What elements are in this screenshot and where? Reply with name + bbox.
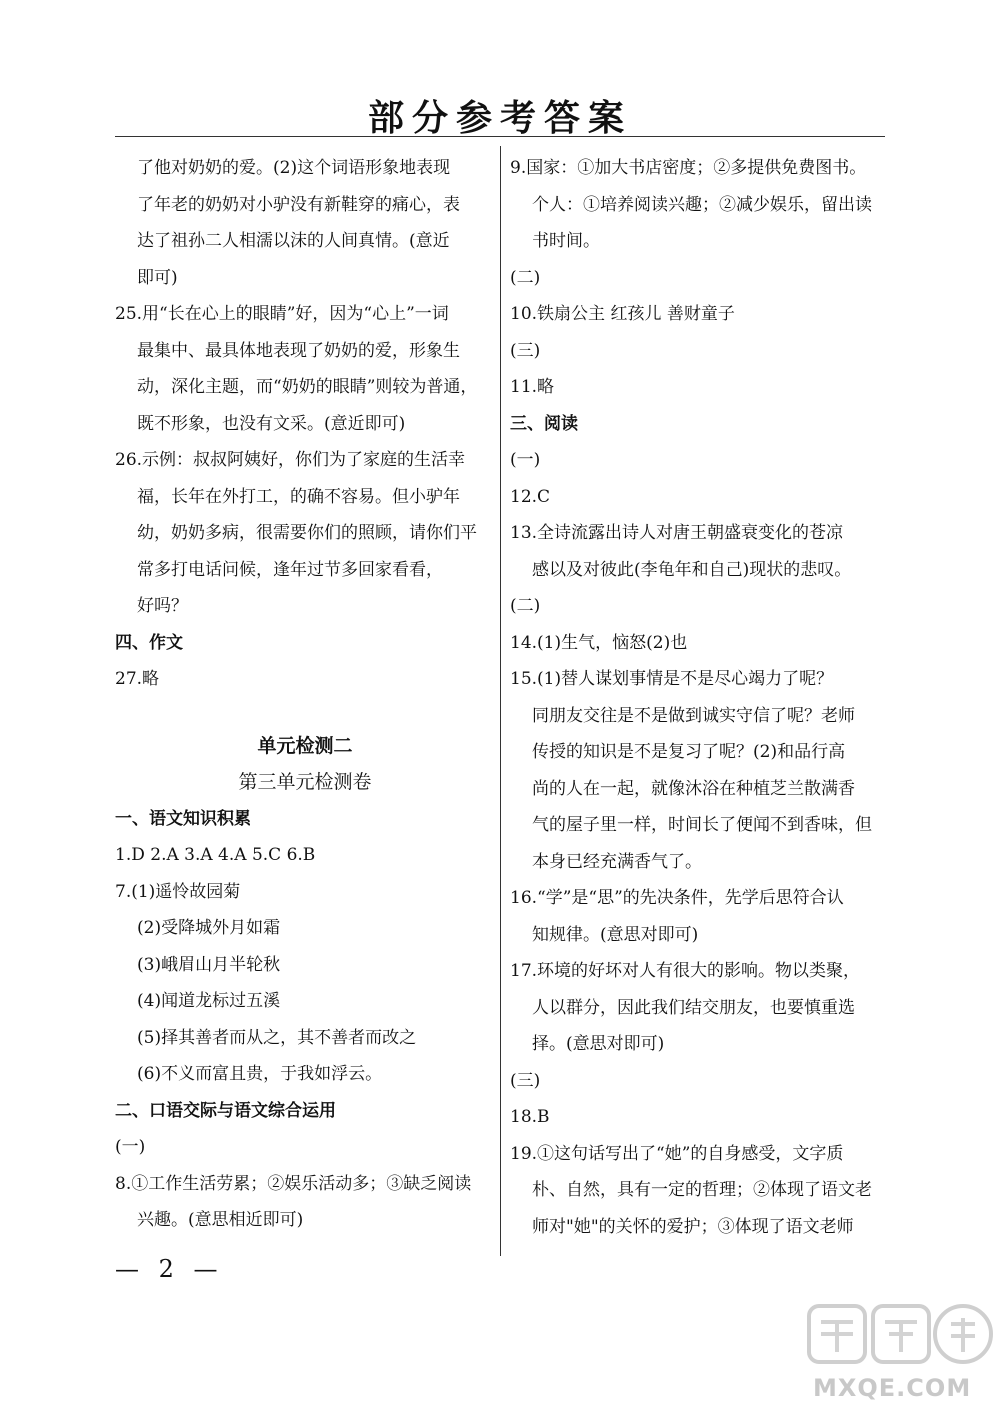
answer-line: 师对"她"的关怀的爱护；③体现了语文老师 [532, 1216, 854, 1237]
answer-line: 个人：①培养阅读兴趣；②减少娱乐，留出读 [532, 194, 872, 215]
column-divider [500, 146, 501, 1256]
answer-line: 15.(1)替人谋划事情是不是尽心竭力了呢？ [510, 669, 834, 689]
right-column [510, 150, 890, 1245]
answer-line: 9.国家：①加大书店密度；②多提供免费图书。 [510, 158, 867, 178]
answer-line: (3)峨眉山月半轮秋 [137, 954, 281, 975]
answer-line: 气的屋子里一样，时间长了便闻不到香味，但 [532, 815, 872, 835]
answer-line: 常多打电话问候，逢年过节多回家看看， [137, 559, 443, 580]
answer-line: 择。(意思对即可) [532, 1034, 665, 1054]
answer-line: 1.D 2.A 3.A 4.A 5.C 6.B [115, 845, 316, 865]
answer-line: 传授的知识是不是复习了呢？(2)和品行高 [532, 742, 846, 762]
answer-line: (一) [510, 450, 541, 470]
answer-line: 达了祖孙二人相濡以沫的人间真情。(意近 [137, 231, 450, 251]
answer-line: 了他对奶奶的爱。(2)这个词语形象地表现 [137, 158, 451, 178]
answer-line: 19.①这句话写出了“她”的自身感受，文字质 [510, 1143, 844, 1164]
section-heading: 三、阅读 [510, 413, 578, 434]
answer-line: 好吗？ [137, 596, 188, 616]
answer-line: 幼，奶奶多病，很需要你们的照顾，请你们平 [137, 523, 477, 543]
answer-line: 最集中、最具体地表现了奶奶的爱，形象生 [137, 340, 460, 361]
answer-line: 本身已经充满香气了。 [532, 851, 702, 872]
answer-line: (三) [510, 340, 541, 361]
section-heading: 一、语文知识积累 [115, 808, 251, 829]
answer-line: 同朋友交往是不是做到诚实守信了呢？老师 [532, 705, 855, 726]
answer-line: 知规律。(意思对即可) [532, 924, 699, 945]
answer-line: 朴、自然，具有一定的哲理；②体现了语文老 [532, 1180, 872, 1200]
answer-line: 11.略 [510, 377, 555, 397]
watermark-logo-icon [805, 1300, 995, 1370]
answer-line: 27.略 [115, 669, 160, 689]
answer-line: 16.“学”是“思”的先决条件，先学后思符合认 [510, 888, 844, 908]
answer-line: 10.铁扇公主 红孩儿 善财童子 [510, 304, 735, 324]
answer-line: 13.全诗流露出诗人对唐王朝盛衰变化的苍凉 [510, 523, 844, 543]
answer-line: 25.用“长在心上的眼睛”好，因为“心上”一词 [115, 304, 449, 324]
answer-line: 书时间。 [532, 231, 600, 251]
unit-title: 单元检测二 [257, 734, 353, 757]
answer-line: 兴趣。(意思相近即可) [137, 1210, 304, 1230]
answer-line: (一) [115, 1137, 146, 1157]
answer-line: (4)闻道龙标过五溪 [137, 991, 281, 1011]
answer-line: 既不形象，也没有文采。(意近即可) [137, 413, 406, 434]
header-rule [115, 136, 885, 137]
watermark [795, 1300, 995, 1410]
answer-line: 18.B [510, 1107, 550, 1127]
answer-line: 即可) [137, 267, 178, 288]
answer-line: 12.C [510, 486, 551, 507]
exam-title: 第三单元检测卷 [238, 771, 372, 793]
answer-line: 8.①工作生活劳累；②娱乐活动多；③缺乏阅读 [115, 1173, 472, 1194]
left-column [115, 150, 495, 1239]
section-heading: 二、口语交际与语文综合运用 [115, 1100, 336, 1121]
answer-line: 17.环境的好坏对人有很大的影响。物以类聚， [510, 961, 861, 981]
answer-line: 26.示例：叔叔阿姨好，你们为了家庭的生活幸 [115, 450, 466, 470]
answer-line: (三) [510, 1070, 541, 1091]
answer-line: 尚的人在一起，就像沐浴在种植芝兰散满香 [532, 778, 855, 799]
answer-line: 7.(1)遥怜故园菊 [115, 881, 241, 902]
answer-line: (二) [510, 596, 541, 616]
answer-line: (二) [510, 267, 541, 288]
answer-line: 福，长年在外打工，的确不容易。但小驴年 [137, 486, 460, 507]
answer-line: (5)择其善者而从之，其不善者而改之 [137, 1027, 417, 1048]
page-number: — 2 — [115, 1255, 224, 1283]
answer-line: (2)受降城外月如霜 [137, 918, 281, 938]
answer-line: 动，深化主题，而“奶奶的眼睛”则较为普通， [137, 377, 478, 397]
answer-line: (6)不义而富且贵，于我如浮云。 [137, 1064, 383, 1084]
answer-line: 14.(1)生气，恼怒(2)也 [510, 632, 688, 653]
watermark-domain: MXQE.COM [813, 1374, 972, 1402]
section-heading: 四、作文 [115, 632, 183, 653]
answer-line: 了年老的奶奶对小驴没有新鞋穿的痛心，表 [137, 194, 460, 215]
answer-line: 感以及对彼此(李龟年和自己)现状的悲叹。 [532, 559, 852, 580]
page-header-title: 部分参考答案 [367, 97, 632, 139]
answer-line: 人以群分，因此我们结交朋友，也要慎重选 [532, 997, 855, 1018]
